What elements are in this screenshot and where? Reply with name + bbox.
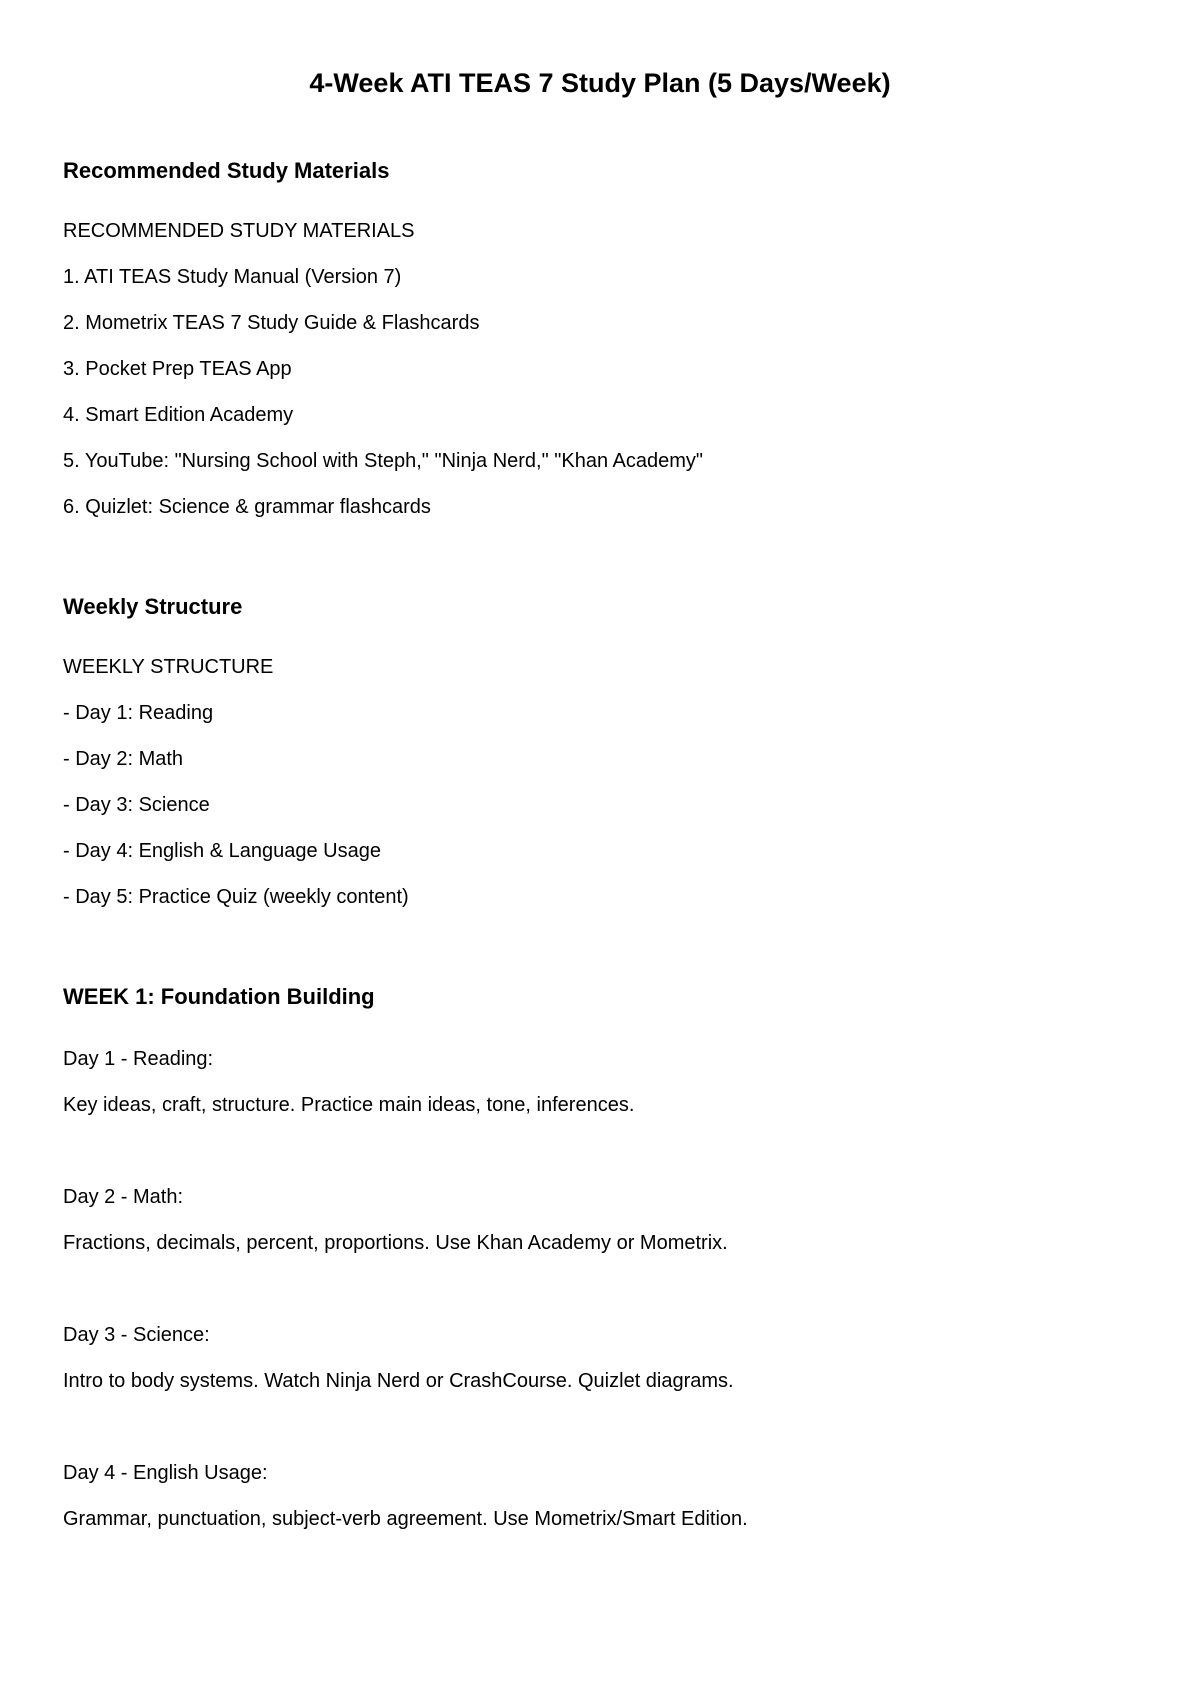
list-item: - Day 2: Math (63, 748, 184, 770)
study-materials-heading: Recommended Study Materials (63, 158, 390, 183)
day-description: Grammar, punctuation, subject-verb agreement. Use Mometrix/Smart Edition. (63, 1508, 748, 1530)
day-label: Day 1 - Reading: (63, 1048, 214, 1070)
weekly-structure-heading: Weekly Structure (63, 594, 243, 619)
day-entry (63, 1322, 1143, 1460)
week1-section (63, 982, 1143, 1598)
list-item: 6. Quizlet: Science & grammar flashcards (63, 496, 431, 518)
document-title: 4-Week ATI TEAS 7 Study Plan (5 Days/Week) (309, 68, 891, 98)
list-item: - Day 1: Reading (63, 702, 214, 724)
list-item: 2. Mometrix TEAS 7 Study Guide & Flashcards (63, 312, 480, 334)
day-label: Day 4 - English Usage: (63, 1462, 268, 1484)
list-item: - Day 3: Science (63, 794, 210, 816)
day-entry (63, 1184, 1143, 1322)
weekly-structure-section (63, 592, 1143, 930)
day-entry (63, 1460, 1143, 1598)
list-item: - Day 4: English & Language Usage (63, 840, 381, 862)
day-description: Intro to body systems. Watch Ninja Nerd or CrashCourse. Quizlet diagrams. (63, 1370, 734, 1392)
day-label: Day 3 - Science: (63, 1324, 210, 1346)
study-materials-section (63, 156, 1143, 540)
day-entry (63, 1046, 1143, 1184)
study-materials-caps-heading: RECOMMENDED STUDY MATERIALS (63, 220, 415, 242)
list-item: - Day 5: Practice Quiz (weekly content) (63, 886, 409, 908)
day-description: Fractions, decimals, percent, proportions. Use Khan Academy or Mometrix. (63, 1232, 728, 1254)
day-label: Day 2 - Math: (63, 1186, 184, 1208)
list-item: 5. YouTube: "Nursing School with Steph," "Ninja Nerd," "Khan Academy" (63, 450, 703, 472)
list-item: 3. Pocket Prep TEAS App (63, 358, 292, 380)
list-item: 1. ATI TEAS Study Manual (Version 7) (63, 266, 402, 288)
list-item: 4. Smart Edition Academy (63, 404, 294, 426)
week1-heading: WEEK 1: Foundation Building (63, 984, 375, 1009)
day-description: Key ideas, craft, structure. Practice main ideas, tone, inferences. (63, 1094, 635, 1116)
weekly-structure-caps-heading: WEEKLY STRUCTURE (63, 656, 274, 678)
